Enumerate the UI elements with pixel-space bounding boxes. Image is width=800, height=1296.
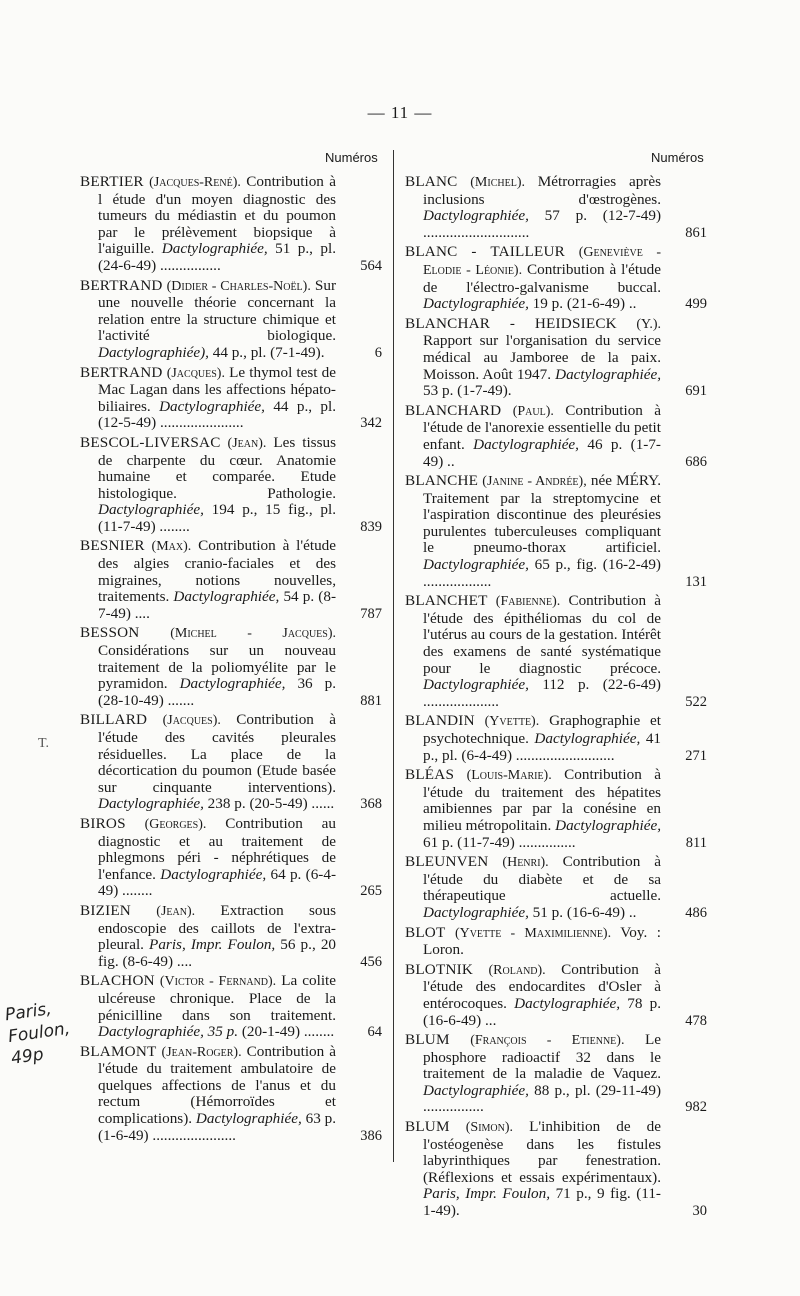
entry-title: Rapport sur l'organisation du service médical au Jamboree de la paix. Moisson. Août 1947.: [423, 332, 661, 383]
entry-number: 564: [360, 257, 382, 274]
entry-title: La colite ulcéreuse chronique. Place de la pénicilline dans son traitement.: [98, 972, 336, 1024]
entry-name: BLUM: [405, 1118, 450, 1136]
bibliography-entry: [405, 593, 707, 710]
entry-details: 44 p., pl. (12-5-49) ......................: [98, 397, 337, 432]
bibliography-entry: [405, 767, 707, 851]
entry-given-names: (Didier - Charles-Noël).: [166, 278, 311, 294]
entry-title: Considérations sur un nouveau traitement de la poliomyélite par le pyramidon.: [98, 642, 336, 693]
entry-number: 478: [685, 1012, 707, 1029]
bibliography-entry: [405, 854, 707, 921]
entry-title: Contribution à l'étude du traitement des hépatites amibiennes par par la conésine en milieu métropolitain.: [423, 766, 661, 834]
entry-number: 686: [685, 453, 707, 470]
entry-given-names: (Victor - Fernand).: [159, 974, 277, 990]
entry-name: BESSON: [80, 624, 140, 642]
entry-given-names: (Jean).: [227, 435, 267, 451]
entry-given-names: (Michel).: [470, 175, 525, 190]
bibliography-entry: [405, 174, 707, 241]
page-number: — 11 —: [367, 103, 433, 122]
entry-title: Contribution à l étude d'un moyen diagnostic des tumeurs du médiastin et du poumon par le prélèvement biopsique à l'aiguille.: [98, 173, 336, 258]
entry-name: BESNIER: [80, 537, 145, 555]
column-header-right: Numéros: [651, 150, 704, 165]
entry-details: 51 p. (16-6-49) ..: [532, 903, 637, 921]
entry-publication: Dactylographiée,: [98, 501, 204, 519]
entry-details: 41 p., pl. (6-4-49) ..........................: [423, 730, 661, 764]
bibliography-entry: [80, 538, 382, 622]
entry-name: BESCOL-LIVERSAC: [80, 433, 221, 451]
entry-given-names: (Jean).: [156, 903, 196, 919]
bibliography-entry: [80, 816, 382, 900]
entry-publication: Dactylographiée,: [534, 730, 641, 747]
bibliography-entry: [405, 713, 707, 764]
entry-title: Le thymol test de Mac Lagan dans les affections hépato-biliaires.: [98, 363, 336, 415]
entry-number: 881: [360, 692, 382, 709]
entry-details: 46 p. (1-7-49) ..: [423, 435, 661, 470]
entry-name: BLUM: [405, 1031, 450, 1049]
entry-name: BLÉAS: [405, 766, 455, 784]
entry-given-names: (Janine - Andrée),: [482, 474, 587, 490]
entry-publication: Dactylographiée,: [161, 240, 268, 258]
entry-name: BLANC: [405, 173, 458, 190]
entry-given-names: (Yvette).: [484, 714, 540, 730]
entry-name: BLANCHET: [405, 592, 488, 610]
entry-details: 51 p., pl. (24-6-49) ................: [98, 240, 336, 274]
entry-given-names: (Jacques).: [162, 713, 221, 729]
entry-number: 131: [685, 573, 707, 590]
entry-details: 36 p. (28-10-49) .......: [98, 675, 337, 709]
bibliography-entry: [405, 962, 707, 1029]
entry-number: 271: [685, 747, 707, 764]
entry-name: BIROS: [80, 814, 126, 832]
entry-given-names: (Paul).: [512, 403, 554, 419]
entry-name: BLANCHARD: [405, 401, 502, 419]
entry-given-names: (Simon).: [465, 1120, 514, 1136]
right-column: [405, 174, 707, 1223]
bibliography-entry: [405, 473, 707, 590]
entry-publication: Dactylographiée,: [555, 816, 661, 834]
entry-title: Contribution au diagnostic et au traitement de phlegmons péri - néphrétiques de l'enfance.: [98, 814, 337, 883]
entry-given-names: (François - Etienne).: [470, 1033, 625, 1049]
entry-title: Voy. : Loron.: [423, 923, 661, 959]
entry-details: 112 p. (22-6-49) ....................: [423, 676, 661, 710]
entry-publication: Dactylographiée,: [179, 675, 286, 693]
entry-given-names: (Roland).: [488, 962, 546, 978]
entry-title: Le phosphore radioactif 32 dans le traitement de la maladie de Vaquez.: [423, 1031, 661, 1083]
entry-title: Graphographie et psychotechnique.: [423, 712, 662, 747]
entry-details: 61 p. (11-7-49) ...............: [423, 833, 576, 851]
entry-details: 65 p., fig. (16-2-49) ..................: [423, 556, 661, 590]
entry-details: 63 p. (1-6-49) ......................: [98, 1110, 336, 1144]
entry-publication: Dactylographiée,: [423, 556, 529, 574]
entry-title: Les tissus de charpente du cœur. Anatomie humaine et comparée. Etude histologique. Pathologie.: [98, 433, 337, 502]
entry-number: 486: [685, 904, 707, 921]
bibliography-entry: [405, 244, 707, 312]
entry-publication: Dactylographiée,: [173, 588, 280, 606]
entry-name: BILLARD: [80, 711, 148, 729]
entry-number: 64: [367, 1024, 382, 1041]
entry-publication: Dactylographiée,: [159, 397, 265, 415]
entry-number: 522: [685, 693, 707, 710]
entry-name: BLOTNIK: [405, 960, 474, 978]
entry-number: 30: [692, 1203, 707, 1220]
entry-title: Contribution à l'étude des épithéliomas du col de l'utérus au cours de la gestation. Intérêt des examens de santé systématique pour le diagnostic précoce.: [423, 592, 661, 677]
entry-publication: Dactylographiée,: [514, 994, 621, 1012]
bibliography-entry: [405, 1119, 707, 1220]
entry-given-names: (Y.).: [636, 316, 662, 332]
entry-name: BERTRAND: [80, 276, 163, 294]
entry-given-names: (Yvette - Maximilienne).: [454, 925, 612, 941]
entry-given-names: (Jacques-René).: [149, 175, 241, 190]
entry-number: 691: [685, 383, 707, 400]
entry-name: BLANCHE: [405, 472, 479, 490]
entry-title: Extraction sous endoscopie des caillots de l'extra-pleural.: [98, 901, 336, 954]
entry-title: Contribution à l'étude des cavités pleurales résiduelles. La place de la décortication du poumon (Etude basée sur cinquante interventions).: [98, 711, 336, 796]
entry-publication: Dactylographiée,: [423, 207, 529, 225]
entry-name: BLAMONT: [80, 1042, 157, 1060]
entry-publication: Dactylographiée,: [473, 435, 579, 453]
entry-details: 64 p. (6-4-49) ........: [98, 865, 337, 900]
entry-given-names: (Max).: [151, 539, 192, 555]
entry-publication: Dactylographiée,: [423, 676, 529, 694]
bibliography-entry: [405, 403, 707, 470]
entry-name: BERTRAND: [80, 363, 163, 381]
left-column: [80, 174, 382, 1147]
entry-title: Sur une nouvelle théorie concernant la relation entre la structure chimique et l'activité biologique.: [98, 276, 337, 345]
entry-number: 342: [360, 415, 382, 432]
entry-given-names: (Jacques).: [166, 365, 225, 381]
entry-number: 386: [360, 1127, 382, 1144]
bibliography-entry: [80, 278, 382, 362]
entry-publication: Dactylographiée,: [423, 903, 529, 921]
bibliography-entry: [80, 625, 382, 709]
bibliography-entry: [80, 1044, 382, 1145]
entry-title: Contribution à l'étude du traitement ambulatoire de quelques affections de l'anus et du rectum (Hémorroïdes et complications).: [98, 1042, 337, 1128]
entry-number: 982: [685, 1099, 707, 1116]
entry-name: BLANCHAR - HEIDSIECK: [405, 314, 617, 332]
bibliography-entry: [80, 712, 382, 813]
entry-number: 6: [374, 344, 382, 361]
entry-details: 194 p., 15 fig., pl. (11-7-49) ........: [98, 501, 336, 535]
entry-title: Métrorragies après inclusions d'œstrogènes.: [423, 173, 662, 208]
entry-number: 456: [360, 953, 382, 970]
margin-mark: T.: [38, 736, 50, 751]
entry-details: 19 p. (21-6-49) ..: [532, 295, 637, 313]
entry-name: BLANDIN: [405, 712, 475, 730]
entry-number: 368: [360, 796, 382, 813]
entry-name: BLANC - TAILLEUR: [405, 243, 565, 261]
handwritten-margin-note: Paris, Foulon, 49p: [3, 998, 72, 1069]
entry-given-names: (Louis-Marie).: [466, 768, 552, 784]
entry-number: 839: [360, 518, 382, 535]
entry-publication: Dactylographiée),: [98, 343, 209, 361]
entry-given-names: (Henri).: [502, 855, 549, 871]
entry-name: BLACHON: [80, 972, 155, 990]
entry-title: née MÉRY. Traitement par la streptomycine et l'aspiration discontinue des pleurésies purulentes tuberculeuses compliquant le pneumo-thorax artificiel.: [423, 472, 661, 557]
entry-name: BIZIEN: [80, 901, 131, 919]
entry-number: 499: [685, 296, 707, 313]
entry-name: BERTIER: [80, 173, 144, 190]
entry-publication: Dactylographiée,: [195, 1110, 302, 1128]
bibliography-entry: [80, 365, 382, 432]
entry-number: 811: [685, 834, 707, 851]
entry-publication: Dactylographiée,: [423, 1081, 529, 1099]
entry-title: Contribution à l'étude du diabète et de sa thérapeutique actuelle.: [423, 853, 662, 905]
entry-number: 861: [685, 224, 707, 241]
column-divider: [393, 150, 394, 1162]
entry-given-names: (Jean-Roger).: [161, 1044, 242, 1060]
entry-details: 78 p. (16-6-49) ...: [423, 994, 662, 1029]
bibliography-entry: [80, 435, 382, 536]
entry-details: 71 p., 9 fig. (11-1-49).: [423, 1185, 661, 1220]
entry-given-names: (Georges).: [144, 816, 207, 832]
entry-given-names: (Geneviève - Elodie - Léonie).: [423, 245, 661, 278]
entry-publication: Dactylographiée,: [555, 365, 661, 383]
entry-title: Contribution à l'étude de l'électro-galvanisme buccal.: [423, 260, 661, 296]
entry-details: 56 p., 20 fig. (8-6-49) ....: [98, 936, 337, 970]
bibliography-entry: [80, 174, 382, 275]
entry-name: BLOT: [405, 923, 446, 941]
entry-publication: Dactylographiée,: [98, 795, 204, 813]
column-header-left: Numéros: [325, 150, 378, 165]
entry-title: Contribution à l'étude des endocardites d'Osler à entérocoques.: [423, 960, 661, 1012]
entry-publication: Dactylographiée, 35 p.: [98, 1023, 239, 1041]
entry-details: 57 p. (12-7-49) ............................: [423, 207, 661, 241]
bibliography-entry: [405, 316, 707, 400]
bibliography-entry: [80, 973, 382, 1040]
entry-details: 54 p. (8-7-49) ....: [98, 588, 336, 622]
entry-title: L'inhibition de de l'ostéogenèse dans les fistules labyrinthiques par fenestration. (Réflexions et essais expérimentaux).: [423, 1118, 662, 1186]
bibliography-entry: [405, 1032, 707, 1116]
entry-number: 787: [360, 605, 382, 622]
entry-details: 53 p. (1-7-49).: [423, 382, 512, 400]
entry-details: 44 p., pl. (7-1-49).: [212, 343, 325, 361]
entry-given-names: (Michel - Jacques).: [170, 626, 337, 642]
entry-publication: Paris, Impr. Foulon,: [423, 1185, 551, 1203]
entry-publication: Dactylographiée,: [160, 865, 267, 883]
entry-name: BLEUNVEN: [405, 853, 489, 871]
entry-given-names: (Fabienne).: [495, 594, 561, 610]
entry-details: 88 p., pl. (29-11-49) ................: [423, 1081, 662, 1116]
entry-publication: Dactylographiée,: [423, 295, 529, 313]
entry-number: 265: [360, 883, 382, 900]
entry-details: 238 p. (20-5-49) ......: [207, 795, 335, 813]
bibliography-entry: [405, 925, 707, 959]
entry-title: Contribution à l'étude de l'anorexie essentielle du petit enfant.: [423, 401, 662, 453]
entry-title: Contribution à l'étude des algies cranio-faciales et des migraines, notions nouvelles, traitements.: [98, 537, 336, 606]
entry-details: (20-1-49) ........: [241, 1023, 335, 1041]
bibliography-entry: [80, 903, 382, 970]
entry-publication: Paris, Impr. Foulon,: [149, 936, 276, 954]
